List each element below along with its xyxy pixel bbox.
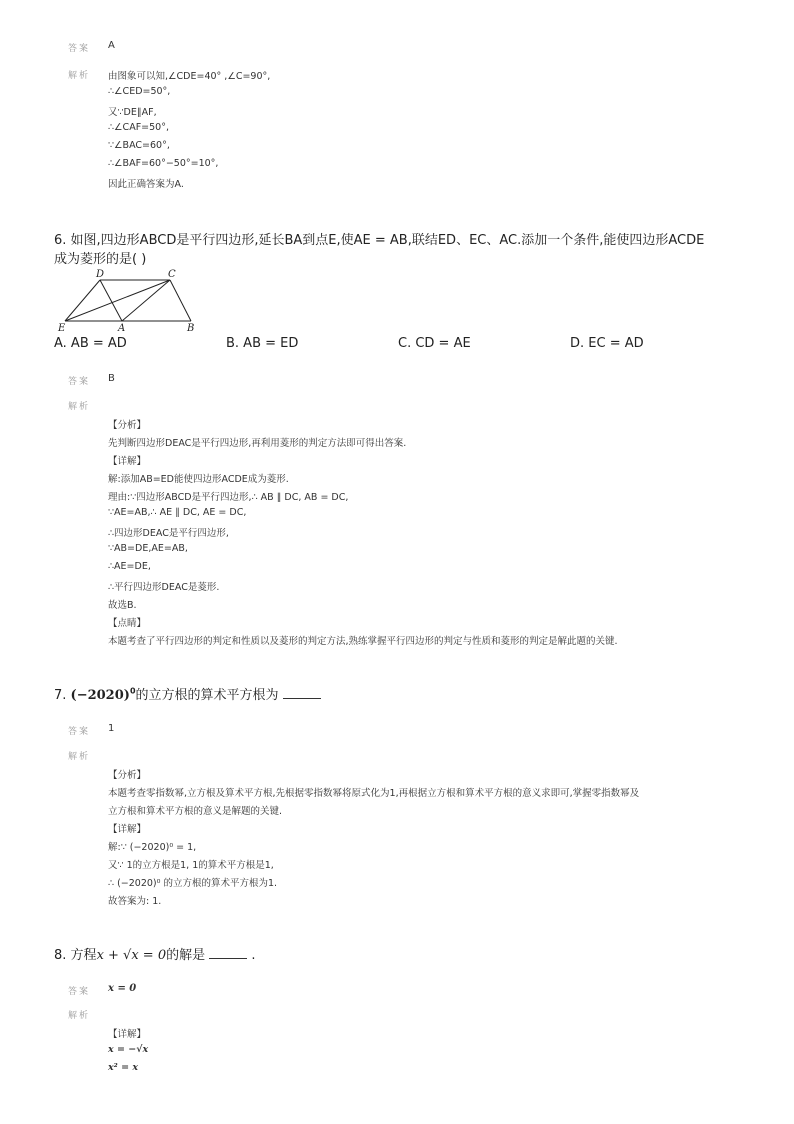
q6-analysis-line: 解:添加AB=ED能使四边形ACDE成为菱形. — [108, 474, 289, 485]
q6-analysis-line: 【详解】 — [108, 456, 147, 467]
q6-analysis-line: ∵AB=DE,AE=AB, — [108, 543, 188, 554]
q8-question — [54, 944, 256, 963]
q7-analysis-line: 【分析】 — [108, 770, 147, 781]
q5-analysis-line: 由图象可以知,∠CDE=40° ,∠C=90°, — [108, 71, 271, 82]
q8-equation: x + √x = 0 — [96, 948, 167, 963]
q7-analysis-line: 又∵ 1的立方根是1, 1的算术平方根是1, — [108, 860, 274, 871]
q8-analysis-line: x = −√x — [108, 1044, 149, 1055]
q6-option-b[interactable]: B. AB = ED — [226, 336, 299, 351]
q7-question — [54, 684, 321, 703]
q7-analysis-line: 【详解】 — [108, 824, 147, 835]
q6-figure — [55, 266, 205, 334]
q5-analysis-line: 因此正确答案为A. — [108, 179, 184, 190]
q7-expr: (−2020) — [70, 688, 130, 703]
q8-question-pre: 方程 — [70, 948, 97, 963]
q8-answer-blank[interactable] — [209, 958, 247, 959]
line-EC — [65, 280, 170, 321]
q5-answer-label: 答案 — [68, 44, 91, 54]
label-B: B — [187, 323, 195, 334]
q8-question-post: 的解是 — [166, 948, 206, 963]
q7-answer-value: 1 — [108, 723, 115, 734]
q6-question — [54, 229, 704, 248]
label-A: A — [118, 323, 126, 334]
q6-analysis-label: 解析 — [68, 402, 91, 412]
q7-analysis-line: 解:∵ (−2020)⁰ = 1, — [108, 842, 197, 853]
q8-number: 8. — [54, 948, 67, 963]
line-CB — [170, 280, 191, 321]
q6-analysis-line: 故选B. — [108, 600, 137, 611]
q5-analysis-line: ∴∠CED=50°, — [108, 86, 171, 97]
q7-analysis-line: 立方根和算术平方根的意义是解题的关键. — [108, 806, 283, 817]
q7-answer-blank[interactable] — [283, 698, 321, 699]
q6-analysis-line: ∴四边形DEAC是平行四边形, — [108, 528, 229, 539]
q6-analysis-line: 本题考查了平行四边形的判定和性质以及菱形的判定方法,熟练掌握平行四边形的判定与性质和菱形的判定是解此题的关键. — [108, 636, 618, 647]
q8-analysis-label: 解析 — [68, 1011, 91, 1021]
q7-question-text: 的立方根的算术平方根为 — [135, 688, 279, 703]
q7-analysis-line: 本题考查零指数幂,立方根及算术平方根,先根据零指数幂将原式化为1,再根据立方根和算术平方根的意义求即可,掌握零指数幂及 — [108, 788, 640, 799]
q8-analysis-line: x² = x — [108, 1062, 139, 1073]
q5-answer-value: A — [108, 40, 115, 51]
q5-analysis-line: 又∵DE∥AF, — [108, 107, 157, 118]
q5-analysis-label: 解析 — [68, 71, 91, 81]
q8-answer-value: x = 0 — [108, 983, 137, 994]
q6-option-c[interactable]: C. CD = AE — [398, 336, 471, 351]
q6-number: 6. — [54, 233, 67, 248]
q6-analysis-line: ∵AE=AB,∴ AE ∥ DC, AE = DC, — [108, 507, 247, 518]
q5-analysis-line: ∵∠BAC=60°, — [108, 140, 170, 151]
q7-answer-label: 答案 — [68, 727, 91, 737]
q6-answer-label: 答案 — [68, 377, 91, 387]
q7-exponent: 0 — [129, 686, 136, 696]
q7-analysis-label: 解析 — [68, 752, 91, 762]
q5-analysis-line: ∴∠CAF=50°, — [108, 122, 169, 133]
q6-option-d[interactable]: D. EC = AD — [570, 336, 644, 351]
q6-question-text: 如图,四边形ABCD是平行四边形,延长BA到点E,使AE = AB,联结ED、EC、AC.添加一个条件,能使四边形ACDE — [70, 233, 705, 248]
q7-analysis-line: 故答案为: 1. — [108, 896, 162, 907]
label-E: E — [58, 323, 66, 334]
line-AC — [122, 280, 170, 321]
q6-option-a[interactable]: A. AB = AD — [54, 336, 127, 351]
label-C: C — [168, 269, 176, 280]
q5-analysis-line: ∴∠BAF=60°−50°=10°, — [108, 158, 219, 169]
q6-analysis-line: 先判断四边形DEAC是平行四边形,再利用菱形的判定方法即可得出答案. — [108, 438, 407, 449]
line-ED — [65, 280, 100, 321]
q8-answer-label: 答案 — [68, 987, 91, 997]
q6-analysis-line: ∴平行四边形DEAC是菱形. — [108, 582, 220, 593]
q8-analysis-line: 【详解】 — [108, 1029, 147, 1040]
q6-analysis-line: 【点睛】 — [108, 618, 147, 629]
label-D: D — [96, 269, 105, 280]
q6-question-line2: 成为菱形的是( ) — [54, 252, 147, 267]
q8-question-end: . — [251, 948, 256, 963]
q7-number: 7. — [54, 688, 67, 703]
q6-answer-value: B — [108, 373, 115, 384]
q6-analysis-line: ∴AE=DE, — [108, 561, 151, 572]
q6-analysis-line: 理由:∵四边形ABCD是平行四边形,∴ AB ∥ DC, AB = DC, — [108, 492, 349, 503]
q7-analysis-line: ∴ (−2020)⁰ 的立方根的算术平方根为1. — [108, 878, 278, 889]
q6-analysis-line: 【分析】 — [108, 420, 147, 431]
